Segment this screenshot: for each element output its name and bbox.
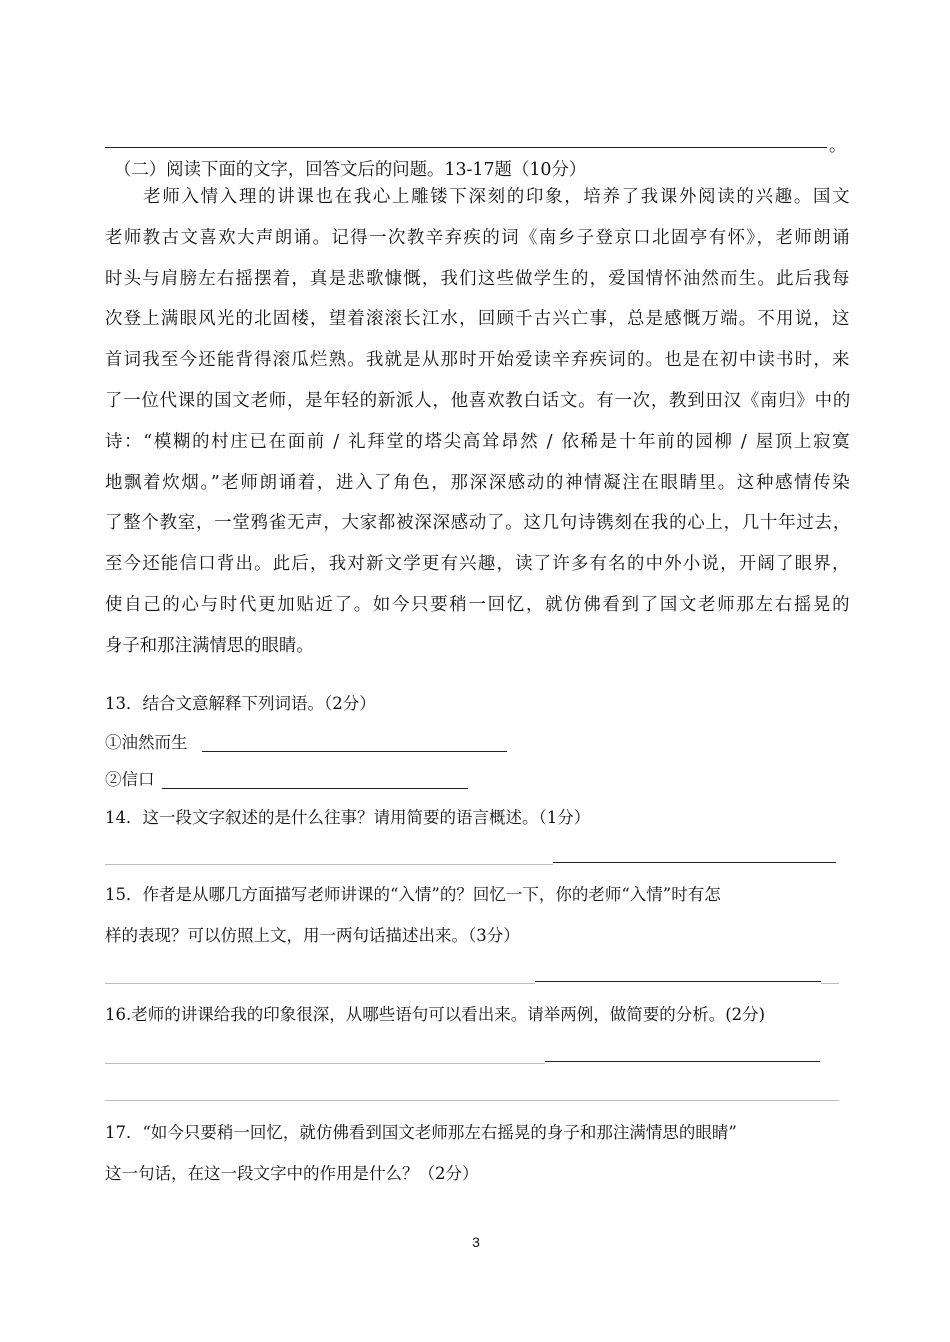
page-number: 3 bbox=[472, 1234, 480, 1250]
answer-line-top bbox=[105, 147, 827, 148]
passage-line: 至今还能信口背出。此后，我对新文学更有兴趣，读了许多有名的中外小说，开阔了眼界， bbox=[105, 554, 851, 575]
passage-line: 诗：“模糊的村庄已在面前 / 礼拜堂的塔尖高耸昂然 / 依稀是十年前的园柳 / 屋顶上寂寞 bbox=[105, 431, 852, 452]
answer-line-14-a[interactable] bbox=[105, 864, 553, 865]
passage-line: 了一位代课的国文老师，是年轻的新派人，他喜欢教白话文。有一次，教到田汉《南归》中的 bbox=[105, 390, 852, 411]
passage-line: 老师入情入理的讲课也在我心上雕镂下深刻的印象，培养了我课外阅读的兴趣。国文 bbox=[105, 187, 852, 207]
question-13-item-2: ②信口 bbox=[105, 770, 155, 789]
answer-line-15-c[interactable] bbox=[821, 983, 839, 984]
passage-line: 老师教古文喜欢大声朗诵。记得一次教辛弃疾的词《南乡子登京口北固亭有怀》，老师朗诵 bbox=[105, 227, 851, 248]
section-heading: （二）阅读下面的文字，回答文后的问题。13-17题（10分） bbox=[114, 160, 587, 180]
answer-line-15-b[interactable] bbox=[535, 981, 821, 982]
question-14: 14．这一段文字叙述的是什么往事？请用简要的语言概述。（1分） bbox=[105, 808, 591, 827]
passage-line: 身子和那注满情思的眼睛。 bbox=[105, 635, 314, 656]
passage-line: 使自己的心与时代更加贴近了。如今只要稍一回忆，就仿佛看到了国文老师那左右摇晃的 bbox=[105, 594, 852, 615]
passage-line: 时头与肩膀左右摇摆着，真是悲歌慷慨，我们这些做学生的，爱国情怀油然而生。此后我每 bbox=[105, 268, 851, 289]
answer-line-16-b[interactable] bbox=[545, 1061, 820, 1062]
question-16: 16.老师的讲课给我的印象很深，从哪些语句可以看出来。请举两例，做简要的分析。(2分) bbox=[105, 1005, 766, 1024]
passage-line: 地飘着炊烟。”老师朗诵着，进入了角色，那深深感动的神情凝注在眼睛里。这种感情传染 bbox=[105, 472, 852, 493]
question-15-line-2: 样的表现？可以仿照上文，用一两句话描述出来。（3分） bbox=[105, 926, 520, 945]
answer-line-15-a[interactable] bbox=[105, 983, 535, 984]
answer-line-end-mark: 。 bbox=[829, 136, 847, 156]
passage-line: 次登上满眼风光的北固楼，望着滚滚长江水，回顾千古兴亡事，总是感慨万端。不用说，这 bbox=[105, 309, 851, 330]
question-13-item-1: ①油然而生 bbox=[105, 733, 188, 752]
answer-line-13-2[interactable] bbox=[162, 788, 468, 789]
passage-line: 首词我至今还能背得滚瓜烂熟。我就是从那时开始爱读辛弃疾词的。也是在初中读书时，来 bbox=[105, 350, 851, 371]
question-13: 13．结合文意解释下列词语。（2分） bbox=[105, 694, 376, 713]
answer-line-16-a[interactable] bbox=[105, 1063, 545, 1064]
answer-line-16-c[interactable] bbox=[105, 1100, 839, 1101]
question-17-line-2: 这一句话，在这一段文字中的作用是什么？（2分） bbox=[105, 1164, 479, 1183]
reading-passage bbox=[105, 177, 851, 667]
answer-line-14-b[interactable] bbox=[553, 862, 836, 863]
question-15-line-1: 15．作者是从哪几方面描写老师讲课的“入情”的？回忆一下，你的老师“入情”时有怎 bbox=[105, 885, 721, 904]
question-17-line-1: 17．“如今只要稍一回忆，就仿佛看到国文老师那左右摇晃的身子和那注满情思的眼睛” bbox=[105, 1123, 737, 1142]
passage-line: 了整个教室，一堂鸦雀无声，大家都被深深感动了。这几句诗镌刻在我的心上，几十年过去， bbox=[105, 513, 852, 534]
answer-line-13-1[interactable] bbox=[202, 751, 507, 752]
